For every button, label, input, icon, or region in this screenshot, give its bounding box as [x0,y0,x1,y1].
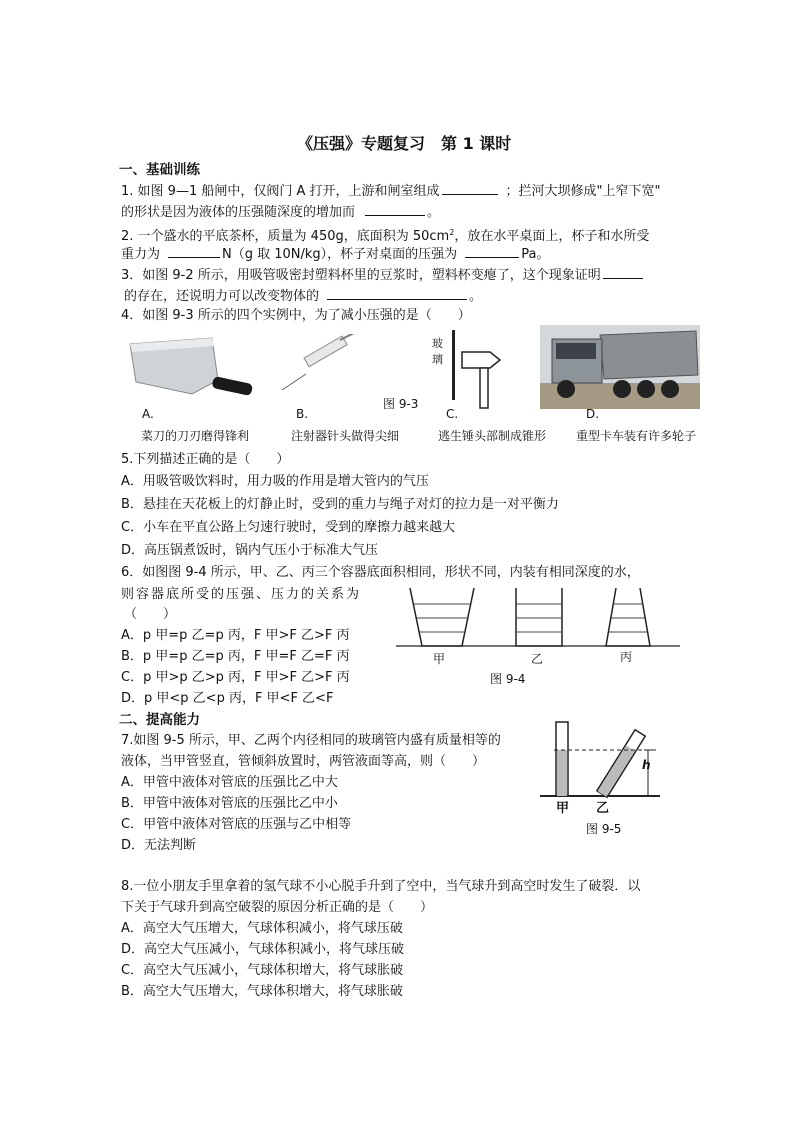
question-3-line-1 [121,266,643,285]
answer-blank[interactable] [465,245,519,258]
option-5a: A．用吸管吸饮料时，用力吸的作用是增大管内的气压 [121,474,429,489]
q2-superscript: 2 [449,228,455,237]
question-6-stem-1: 6．如图图 9-4 所示，甲、乙、丙三个容器底面积相同，形状不同，内装有相同深度的水， [121,565,640,580]
question-1-line-2 [121,203,440,222]
answer-blank[interactable] [603,266,643,279]
syringe-image [278,334,368,394]
question-1-line-1 [121,182,660,201]
question-4-stem: 4．如图 9-3 所示的四个实例中，为了减小压强的是（ ） [121,308,471,323]
option-4c-desc: 逃生锤头部制成锥形 [438,429,547,443]
q1-text-b: ；拦河大坝修成"上窄下宽" [505,184,661,199]
option-8b: B．高空大气压增大，气球体积增大，将气球胀破 [121,984,403,999]
tube-label-yi: 乙 [596,801,610,816]
q2-text-e: Pa。 [521,247,550,262]
glass-char-2: 璃 [432,353,443,366]
q2-text-d: N（g 取 10N/kg），杯子对桌面的压强为 [222,247,458,262]
question-7-stem-2: 液体，当甲管竖直，管倾斜放置时，两管液面等高，则（ ） [121,754,486,769]
question-5-stem: 5.下列描述正确的是（ ） [121,452,290,467]
height-label-h: h [642,758,651,772]
q1-text-d: 。 [427,205,441,220]
option-7c: C．甲管中液体对管底的压强与乙中相等 [121,817,352,832]
cleaver-image [122,334,258,404]
q1-text-a: 1. 如图 9—1 船闸中，仅阀门 A 打开，上游和闸室组成 [121,184,440,199]
option-5c: C．小车在平直公路上匀速行驶时，受到的摩擦力越来越大 [121,520,456,535]
glass-char-1: 玻 [432,337,443,350]
option-4d-letter: D. [586,407,600,421]
question-2-line-2 [121,245,549,264]
option-4d-desc: 重型卡车装有许多轮子 [576,429,697,443]
question-8-stem-2: 下关于气球升到高空破裂的原因分析正确的是（ ） [121,900,434,915]
tube-label-jia: 甲 [556,801,570,816]
option-6d: D．p 甲<p 乙<p 丙，F 甲<F 乙<F [121,691,334,706]
q2-text-c: 重力为 [121,247,161,262]
question-3-line-2 [124,287,482,306]
option-6b: B．p 甲=p 乙=p 丙，F 甲=F 乙=F 丙 [121,649,350,664]
q3-text-c: 。 [469,289,483,304]
question-6-stem-2: 则容器底所受的压强、压力的关系为 [121,587,362,602]
option-6a: A．p 甲=p 乙=p 丙，F 甲>F 乙>F 丙 [121,628,350,643]
option-4c-letter: C. [446,407,459,421]
option-8c: C．高空大气压减小，气球体积增大，将气球胀破 [121,963,404,978]
question-8-stem-1: 8.一位小朋友手里拿着的氢气球不小心脱手升到了空中，当气球升到高空时发生了破裂．以 [121,879,641,894]
q1-text-c: 的形状是因为液体的压强随深度的增加而 [121,205,356,220]
option-8a: A．高空大气压增大，气球体积减小，将气球压破 [121,921,403,936]
question-7-stem-1: 7.如图 9-5 所示，甲、乙两个内径相同的玻璃管内盛有质量相等的 [121,733,501,748]
heavy-truck-image [540,325,700,409]
figure-9-4-label: 图 9-4 [490,672,526,686]
section-heading-advanced: 二、提高能力 [119,712,200,728]
option-8d: D．高空大气压减小，气球体积减小，将气球压破 [121,942,405,957]
figure-9-3-label: 图 9-3 [383,397,419,411]
option-5d: D．高压锅煮饭时，锅内气压小于标准大气压 [121,543,379,558]
glass-label [432,336,443,368]
answer-blank[interactable] [327,287,467,300]
option-4b-desc: 注射器针头做得尖细 [291,429,400,443]
option-7b: B．甲管中液体对管底的压强比乙中小 [121,796,338,811]
option-4a-desc: 菜刀的刀刃磨得锋利 [141,429,250,443]
option-7d: D．无法判断 [121,838,197,853]
section-heading-basic: 一、基础训练 [119,162,200,178]
option-7a: A．甲管中液体对管底的压强比乙中大 [121,775,338,790]
answer-blank[interactable] [168,245,220,258]
option-4b-letter: B. [296,407,309,421]
option-6c: C．p 甲>p 乙>p 丙，F 甲>F 乙>F 丙 [121,670,350,685]
option-5b: B．悬挂在天花板上的灯静止时，受到的重力与绳子对灯的拉力是一对平衡力 [121,497,559,512]
figure-9-5-label: 图 9-5 [586,822,622,836]
container-label-yi: 乙 [531,652,544,666]
q2-text-a: 2. 一个盛水的平底茶杯，质量为 450g，底面积为 50cm [121,229,450,244]
q3-text-a: 3．如图 9-2 所示，用吸管吸密封塑料杯里的豆浆时，塑料杯变瘪了，这个现象证明 [121,268,601,283]
question-6-paren: （ ） [124,607,177,622]
q3-text-b: 的存在，还说明力可以改变物体的 [124,289,320,304]
answer-blank[interactable] [365,203,425,216]
container-label-bing: 丙 [620,650,633,664]
answer-blank[interactable] [442,182,498,195]
figure-9-4-containers [396,584,680,650]
page-title: 《压强》专题复习 第 1 课时 [297,134,512,153]
q2-text-b: ，放在水平桌面上，杯子和水所受 [454,229,650,244]
escape-hammer-image [450,330,510,410]
option-4a-letter: A. [142,407,154,421]
container-label-jia: 甲 [433,652,446,666]
question-2-line-1 [121,224,649,246]
